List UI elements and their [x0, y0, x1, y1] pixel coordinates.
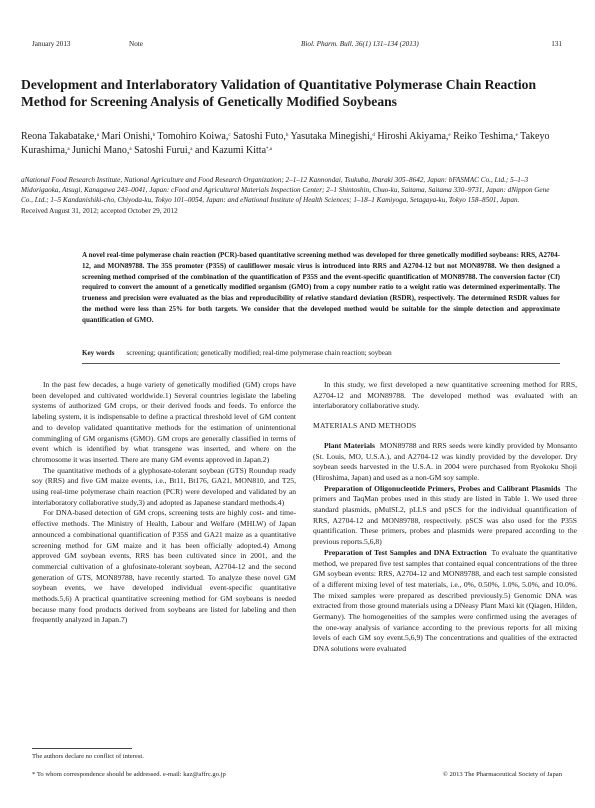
subsection-text: MON89788 and RRS seeds were kindly provided by Monsanto (St. Louis, MO, U.S.A.), and A2704-12 was kindly provided by the developer. Dry soybean seeds harvested in the U.S.A. in 2004 were purchased from Ryokoku Shoji (Hiroshima, Japan) and used as a non-GM soy sample. — [313, 440, 577, 482]
body-paragraph: For DNA-based detection of GM crops, screening tests are highly cost- and time-effective methods. The Ministry of Health, Labour and Welfare (MHLW) of Japan announced a combinational quantification of P35S and GA21 maize as a quantitative screening method for GM maize and it has been officially adopted.4) Among approved GM soybean events, RRS has been cultivated since in 2001, and the commercial cultivation of a glufosinate-tolerant soybean, A2704-12 and the second generation of GTS, MON89788, have recently started. To analyze these novel GM soybean events, we have developed individual event-specific quantitative methods.5,6) A practical quantitative screening method for GM soybeans is needed because many food products derived from soybeans are listed for labeling and then frequently analyzed in Japan.7) — [32, 508, 296, 625]
keywords-label: Key words — [82, 349, 115, 357]
divider — [82, 363, 560, 364]
issue-date: January 2013 — [32, 40, 71, 48]
keywords-list: screening; quantification; genetically modified; real-time polymerase chain reaction; soybean — [126, 349, 392, 357]
article-title: Development and Interlaboratory Validation of Quantitative Polymerase Chain Reaction Method for Screening Analysis of Genetically Modified Soybeans — [21, 77, 537, 109]
affiliations — [21, 175, 561, 216]
subsection-heading: Preparation of Test Samples and DNA Extraction — [324, 547, 487, 557]
subsection-paragraph — [313, 441, 577, 484]
copyright: © 2013 The Pharmaceutical Society of Japan — [442, 771, 562, 778]
running-header — [32, 40, 562, 52]
right-column — [313, 380, 577, 655]
conflict-statement: The authors declare no conflict of interest. — [32, 753, 144, 760]
affiliation-text: aNational Food Research Institute, National Agriculture and Food Research Organization; 2–1–12 Kannondai, Tsukuba, Ibaraki 305–8642, Japan: bFASMAC Co., Ltd.; 5–1–3 Midorigaoka, Atsugi, Kanagawa 243–0041, Japan: cFood and Agricultural Materials Inspection Center; 2–1 Shintoshin, Chuo-ku, Saitama, Saitama 330–9731, Japan: dNippon Gene Co., Ltd.; 1–5 Kandanishiki-cho, Chiyoda-ku, Tokyo 101–0054, Japan: and eNational Institute of Health Sciences; 1–18–1 Kamiyoga, Setagaya-ku, Tokyo 158–8501, Japan. — [21, 176, 550, 205]
article-type: Note — [129, 40, 143, 48]
keywords — [82, 348, 560, 358]
subsection-paragraph — [313, 484, 577, 548]
body-paragraph: In the past few decades, a huge variety of genetically modified (GM) crops have been developed and cultivated worldwide.1) Several countries legislate the labeling systems of authorized GM crops, or their derived foods and feeds. To enforce the labeling system, it is indispensable to define a practical threshold level of GM content and to develop validated quantitative methods for the estimation of unintentional commingling of GM organisms (GMO). GM crops are generally classified in terms of event which is identified by what transgene was inserted, and where on the chromosome it was inserted. There are many GM events approved in Japan.2) — [32, 380, 296, 464]
author-list: Reona Takabatake,$^a$ Mari Onishi,$^b$ Tomohiro Koiwa,$^c$ Satoshi Futo,$^b$ Yasutaka Minegishi,$^d$ Hiroshi Akiyama,$^e$ Reiko Teshima,$^e$ Takeyo Kurashima,$^a$ Junichi Mano,$^a$ Satoshi Furui,$^a$ and Kazumi Kitta$^{*,a}$ — [21, 131, 550, 156]
subsection-text: The primers and TaqMan probes used in this study are listed in Table 1. We used three standard plasmids, pMulSL2, pLLS and pSCS for the individual quantification of RRS, A2704-12 and MON89788, respectively. pSCS was also used for the P35S quantification. These primers, probes and plasmids were prepared according to the previous reports.5,6,8) — [313, 483, 578, 547]
body-paragraph: The quantitative methods of a glyphosate-tolerant soybean (GTS) Roundup ready soy (RRS) and five GM maize events, i.e., Bt11, Bt176, GA21, MON810, and T25, using real-time polymerase chain reaction (PCR) were developed and validated by an interlaboratory collaborative study,3) and adopted as Japanese standard methods.4) — [32, 465, 296, 507]
subsection-paragraph — [313, 548, 577, 655]
page-number: 131 — [551, 40, 562, 48]
subsection-text: To evaluate the quantitative method, we prepared five test samples that contained equal concentrations of the three GM soybean events: RRS, A2704-12 and MON89788, and each test sample consisted of a different mixing level of test materials, i.e., 0%, 0.50%, 1.0%, 5.0%, and 10.0%. The mixed samples were prepared as described previously.5) Genomic DNA was extracted from those ground materials using a DNeasy Plant Maxi kit (Qiagen, Hilden, Germany). The homogeneities of the samples were confirmed using the averages of the one-way analysis of variance according to the previous reports for all mixing levels of each GM soy event.5,6,9) The concentrations and qualities of the extracted DNA solutions were evaluated — [313, 547, 577, 654]
left-column — [32, 380, 296, 626]
body-paragraph: In this study, we first developed a new quantitative screening method for RRS, A2704-12 and MON89788. The developed method was evaluated with an interlaboratory collaborative study. — [313, 380, 577, 411]
section-heading: MATERIALS AND METHODS — [313, 421, 417, 431]
subsection-heading: Preparation of Oligonucleotide Primers, Probes and Calibrant Plasmids — [324, 483, 561, 493]
subsection-heading: Plant Materials — [324, 440, 375, 450]
footnote-divider — [32, 748, 132, 749]
abstract: A novel real-time polymerase chain reaction (PCR)-based quantitative screening method was developed for three genetically modified soybeans: RRS, A2704-12, and MON89788. The 35S promoter (P35S) of cauliflower mosaic virus is introduced into RRS and A2704-12 but not MON89788. We then designed a screening method comprised of the combination of the quantification of P35S and the event-specific quantification of MON89788. The conversion factor (Cf) required to convert the amount of a genetically modified organism (GMO) from a copy number ratio to a weight ratio was determined experimentally. The trueness and precision were evaluated as the bias and reproducibility of relative standard deviation (RSDR), respectively. The determined RSDR values for the method were less than 25% for both targets. We consider that the developed method would be suitable for the simple detection and approximate quantification of GMO. — [82, 251, 560, 324]
journal-citation: Biol. Pharm. Bull. 36(1) 131–134 (2013) — [301, 40, 419, 48]
correspondence-note: * To whom correspondence should be addressed. e-mail: kaz@affrc.go.jp — [32, 771, 226, 778]
received-dates: Received August 31, 2012; accepted October 29, 2012 — [21, 206, 178, 215]
